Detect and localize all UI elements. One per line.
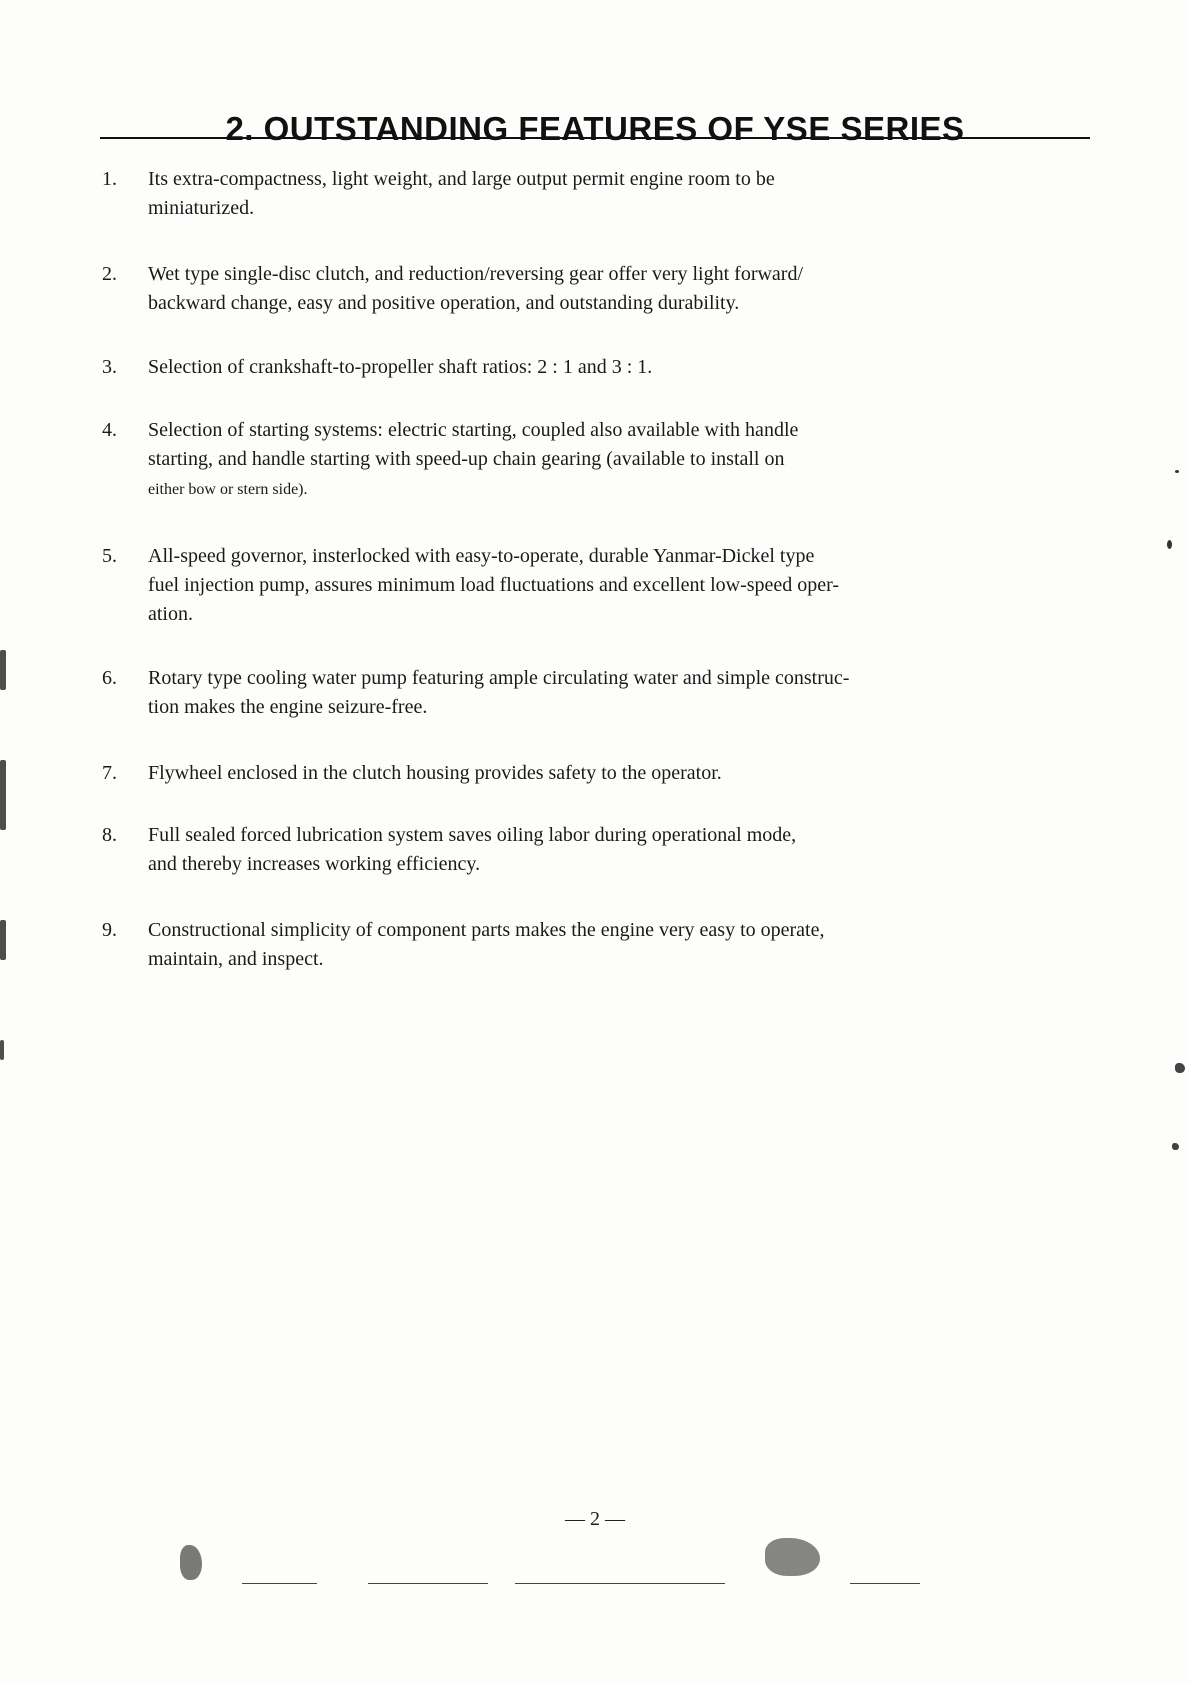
footer-rule — [242, 1583, 317, 1584]
page-title: 2. OUTSTANDING FEATURES OF YSE SERIES — [225, 110, 965, 148]
footer-rule — [368, 1583, 488, 1584]
feature-line: maintain, and inspect. — [148, 948, 324, 970]
feature-line: All-speed governor, insterlocked with easy-to-operate, durable Yanmar-Dickel type — [148, 545, 815, 567]
feature-number: 8. — [102, 824, 117, 846]
feature-line: and thereby increases working efficiency. — [148, 853, 481, 875]
feature-line: Constructional simplicity of component parts makes the engine very easy to operate, — [148, 919, 825, 941]
feature-line: either bow or stern side). — [148, 481, 308, 498]
feature-number: 3. — [102, 356, 117, 378]
scan-edge-mark — [0, 920, 6, 960]
feature-line: starting, and handle starting with speed-up chain gearing (available to install on — [148, 448, 785, 470]
scan-edge-mark — [0, 1040, 4, 1060]
feature-list — [100, 165, 1090, 974]
feature-item — [100, 542, 1090, 629]
feature-text — [148, 916, 1078, 974]
feature-number: 2. — [102, 263, 117, 285]
scan-smudge — [180, 1545, 202, 1580]
feature-item — [100, 353, 1090, 382]
feature-text — [148, 664, 1078, 722]
feature-text — [148, 542, 1078, 629]
scan-smudge — [1172, 1143, 1179, 1150]
feature-text — [148, 416, 1078, 504]
scan-speck — [1167, 540, 1172, 549]
footer-rule — [515, 1583, 725, 1584]
feature-line: ation. — [148, 603, 193, 625]
feature-number: 5. — [102, 545, 117, 567]
feature-line: Selection of crankshaft-to-propeller shaft ratios: 2 : 1 and 3 : 1. — [148, 356, 653, 378]
feature-line: Selection of starting systems: electric starting, coupled also available with handle — [148, 419, 799, 441]
feature-line: backward change, easy and positive operation, and outstanding durability. — [148, 292, 740, 314]
scan-smudge — [765, 1538, 820, 1576]
feature-text — [148, 260, 1078, 318]
title-underline — [100, 137, 1090, 139]
feature-text — [148, 821, 1078, 879]
feature-text — [148, 353, 1078, 382]
footer-rule — [850, 1583, 920, 1584]
feature-item — [100, 664, 1090, 722]
feature-line: fuel injection pump, assures minimum load fluctuations and excellent low-speed oper- — [148, 574, 840, 596]
feature-text — [148, 759, 1078, 788]
feature-text — [148, 165, 1078, 223]
feature-item — [100, 416, 1090, 504]
feature-line: Rotary type cooling water pump featuring ample circulating water and simple construc- — [148, 667, 850, 689]
scan-smudge — [1175, 1063, 1185, 1073]
feature-item — [100, 260, 1090, 318]
feature-number: 4. — [102, 419, 117, 441]
feature-line: tion makes the engine seizure-free. — [148, 696, 428, 718]
feature-line: Full sealed forced lubrication system saves oiling labor during operational mode, — [148, 824, 797, 846]
feature-number: 1. — [102, 168, 117, 190]
feature-number: 6. — [102, 667, 117, 689]
feature-item — [100, 165, 1090, 223]
scan-edge-mark — [0, 650, 6, 690]
feature-number: 7. — [102, 762, 117, 784]
feature-line: Wet type single-disc clutch, and reduction/reversing gear offer very light forward/ — [148, 263, 804, 285]
feature-item — [100, 759, 1090, 788]
feature-item — [100, 916, 1090, 974]
feature-item — [100, 821, 1090, 879]
scan-speck — [1175, 470, 1179, 473]
feature-line: Flywheel enclosed in the clutch housing provides safety to the operator. — [148, 762, 722, 784]
feature-line: miniaturized. — [148, 197, 255, 219]
feature-line: Its extra-compactness, light weight, and large output permit engine room to be — [148, 168, 775, 190]
scan-edge-mark — [0, 760, 6, 830]
feature-number: 9. — [102, 919, 117, 941]
page-number: — 2 — — [565, 1508, 625, 1530]
